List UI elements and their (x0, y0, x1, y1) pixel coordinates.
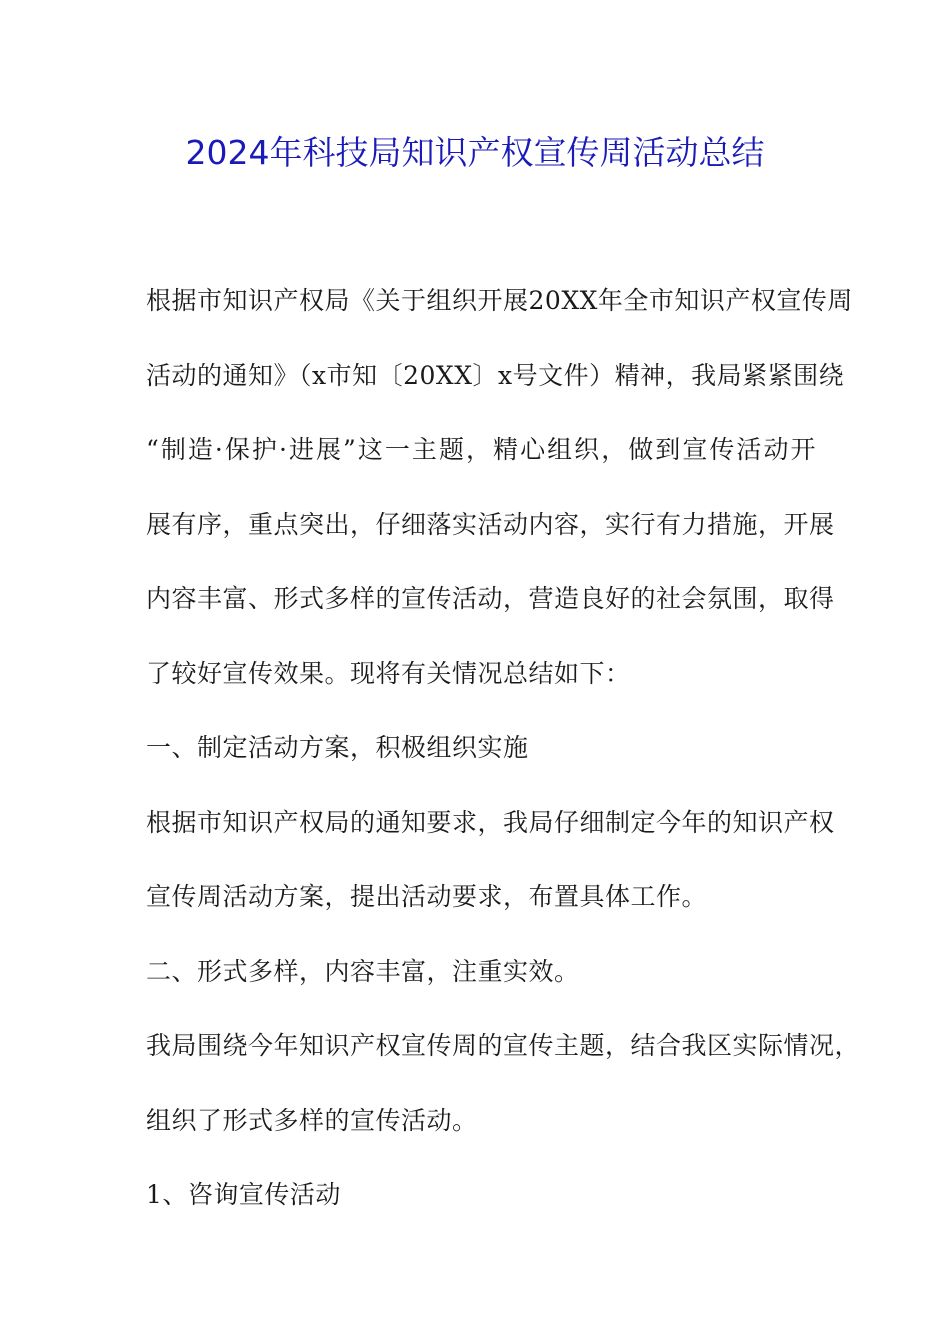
body-line: 活动的通知》（x市知〔20XX〕x号文件）精神，我局紧紧围绕 (146, 360, 845, 390)
subsection-heading-1: 1、咨询宣传活动 (146, 1180, 341, 1209)
body-line: 宣传周活动方案，提出活动要求，布置具体工作。 (146, 882, 708, 911)
body-line: “制造·保护·进展”这一主题，精心组织，做到宣传活动开 (146, 435, 816, 464)
document-body (146, 264, 861, 1233)
body-line: 组织了形式多样的宣传活动。 (146, 1105, 478, 1135)
body-line: 我局围绕今年知识产权宣传周的宣传主题，结合我区实际情况， (146, 1031, 861, 1060)
body-line: 展有序，重点突出，仔细落实活动内容，实行有力措施，开展 (146, 509, 835, 539)
section-heading-2: 二、形式多样，内容丰富，注重实效。 (146, 956, 580, 986)
body-line: 根据市知识产权局《关于组织开展20XX年全市知识产权宣传周 (146, 286, 853, 315)
body-line: 了较好宣传效果。现将有关情况总结如下： (146, 658, 631, 688)
body-line: 根据市知识产权局的通知要求，我局仔细制定今年的知识产权 (146, 807, 835, 837)
body-line: 内容丰富、形式多样的宣传活动，营造良好的社会氛围，取得 (146, 584, 835, 613)
document-title: 2024年科技局知识产权宣传周活动总结 (185, 133, 765, 172)
section-heading-1: 一、制定活动方案，积极组织实施 (146, 733, 529, 762)
